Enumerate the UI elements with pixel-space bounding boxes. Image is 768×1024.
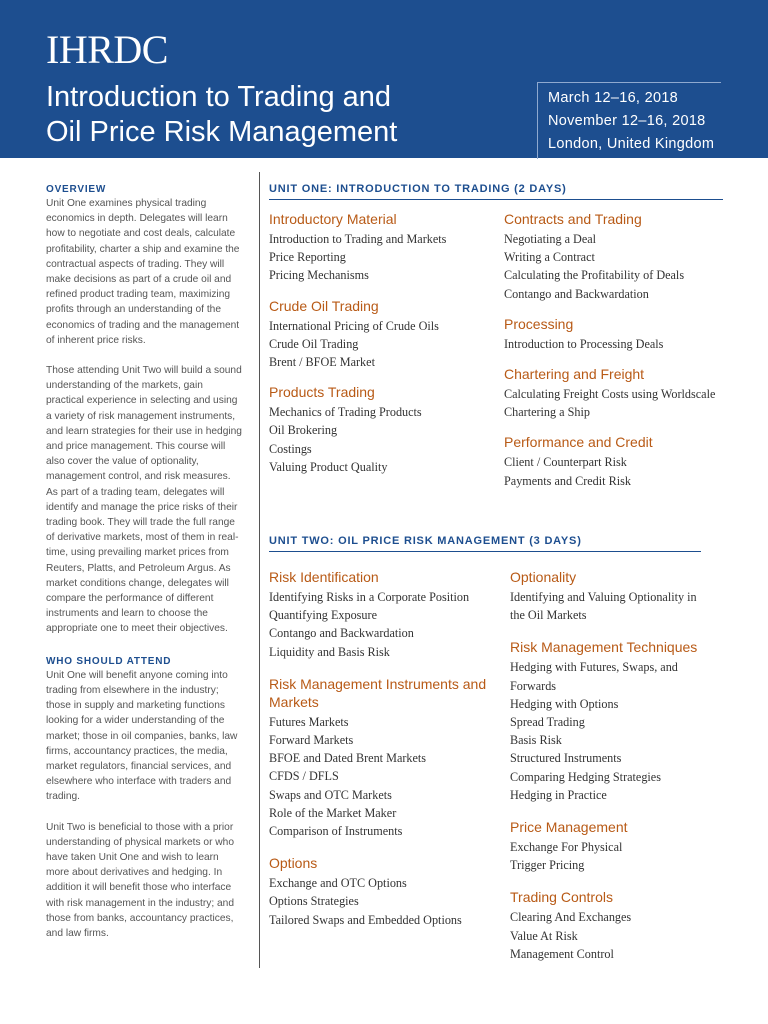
topic-item: Exchange For Physical: [510, 840, 623, 855]
title-line-1: Introduction to Trading and: [46, 81, 392, 113]
section-title: Risk Identification: [269, 569, 379, 585]
topic-item: Hedging in Practice: [510, 787, 607, 802]
section-title: Performance and Credit: [504, 434, 653, 451]
topic-item: Oil Brokering: [269, 423, 338, 438]
date-2: November 12–16, 2018: [548, 113, 706, 129]
topic-item: Structured Instruments: [510, 751, 622, 766]
course-section: [269, 675, 499, 840]
section-title: Risk Management Instruments and Markets: [269, 675, 487, 710]
location: London, United Kingdom: [548, 136, 715, 152]
topic-item: Comparing Hedging Strategies: [510, 769, 661, 784]
topic-item: Crude Oil Trading: [269, 336, 359, 351]
topic-item: Comparison of Instruments: [269, 824, 403, 839]
topic-item: Management Control: [510, 946, 614, 961]
topic-item: Calculating the Profitability of Deals: [504, 268, 685, 283]
topic-item: Identifying Risks in a Corporate Position: [269, 590, 470, 604]
section-title: Chartering and Freight: [504, 366, 645, 383]
course-section: [269, 854, 499, 929]
unit-two-right-column: [510, 568, 700, 977]
section-title: Products Trading: [269, 384, 375, 401]
unit-one-left-column: [269, 210, 499, 488]
topic-item: Calculating Freight Costs using Worldscale: [504, 387, 716, 402]
topic-item: Contango and Backwardation: [269, 626, 414, 641]
dates-divider: [537, 83, 538, 159]
section-title: Options: [269, 855, 318, 872]
overview-paragraph-1: Unit One examines physical trading economics in depth. Delegates will learn how to negotiate and cost deals, calculate profitability, charter a ship and examine the contractual aspects of trading. They will make decisions as part of a crude oil and refined product trading team, maximizing profits through an understanding of the economics of trading and the management of inherent price risks.: [46, 198, 240, 346]
course-section: [269, 568, 499, 661]
topic-item: Contango and Backwardation: [504, 286, 649, 301]
unit-one-heading: UNIT ONE: INTRODUCTION TO TRADING (2 DAYS): [269, 183, 723, 200]
course-section: [269, 297, 499, 372]
topic-item: Clearing And Exchanges: [510, 910, 632, 925]
section-title: Price Management: [510, 819, 628, 836]
topic-item: Chartering a Ship: [504, 405, 590, 420]
course-section: [269, 210, 499, 285]
topic-item: Mechanics of Trading Products: [269, 405, 422, 420]
topic-item: Introduction to Processing Deals: [504, 336, 664, 351]
date-1: March 12–16, 2018: [548, 90, 679, 106]
topic-item: Price Reporting: [269, 250, 346, 265]
topic-item: BFOE and Dated Brent Markets: [269, 751, 427, 766]
course-section: [504, 433, 734, 489]
topic-item: Trigger Pricing: [510, 858, 585, 873]
topic-item: Hedging with Futures, Swaps, and Forwards: [510, 660, 678, 693]
page-title: [46, 80, 397, 150]
topic-item: Spread Trading: [510, 715, 585, 730]
topic-item: Basis Risk: [510, 733, 562, 748]
course-section: [269, 383, 499, 476]
topic-item: Valuing Product Quality: [269, 459, 388, 474]
unit-two-heading: UNIT TWO: OIL PRICE RISK MANAGEMENT (3 DAYS): [269, 535, 701, 552]
section-title: Risk Management Techniques: [510, 639, 698, 656]
section-title: Introductory Material: [269, 211, 397, 227]
title-line-2: Oil Price Risk Management: [46, 116, 398, 148]
section-title: Processing: [504, 315, 574, 332]
topic-item: Hedging with Options: [510, 696, 619, 711]
topic-item: Options Strategies: [269, 894, 359, 909]
course-section: [504, 365, 734, 421]
topic-item: Pricing Mechanisms: [269, 268, 369, 283]
topic-item: Brent / BFOE Market: [269, 355, 375, 370]
topic-item: Value At Risk: [510, 928, 578, 943]
logo: IHRDC: [46, 27, 168, 72]
topic-item: Forward Markets: [269, 733, 354, 748]
header-banner: [0, 0, 768, 158]
column-divider: [259, 172, 260, 968]
course-section: [510, 568, 700, 624]
topic-item: Liquidity and Basis Risk: [269, 644, 390, 659]
topic-item: Swaps and OTC Markets: [269, 787, 392, 802]
topic-item: Writing a Contract: [504, 250, 595, 265]
course-section: [510, 818, 700, 874]
unit-one-right-column: [504, 210, 734, 502]
section-title: Optionality: [510, 569, 577, 585]
topic-item: Identifying and Valuing Optionality in the Oil Markets: [510, 590, 697, 623]
sidebar: [46, 184, 242, 956]
course-section: [510, 638, 700, 804]
course-section: [504, 210, 734, 303]
course-dates: [537, 82, 721, 156]
section-title: Trading Controls: [510, 889, 613, 906]
topic-item: Client / Counterpart Risk: [504, 455, 627, 470]
topic-item: CFDS / DFLS: [269, 769, 339, 784]
topic-item: Costings: [269, 441, 312, 456]
topic-item: Negotiating a Deal: [504, 232, 597, 246]
unit-two-left-column: [269, 568, 499, 943]
attend-paragraph-1: Unit One will benefit anyone coming into trading from elsewhere in the industry; those in supply and marketing functions looking for a wider understanding of the market; those in oil companies, banks, law firms, accountancy practices, the media, market regulators, financial services, and elsewhere who interface with traders and trading.: [46, 669, 238, 803]
section-title: Crude Oil Trading: [269, 297, 379, 314]
overview-paragraph-2: Those attending Unit Two will build a sound understanding of the markets, gain practical experience in selecting and using a variety of risk management instruments, and learn strategies for their use in hedging and price management. This course will also cover the value of optionality, management control, and risk measures. As part of a trading team, delegates will identify and manage the price risks of their trading book. They will trade the full range of derivative markets, most of them in real-time, using prevailing market prices from Reuters, Platts, and Petroleum Argus. As market conditions change, delegates will compare the performance of different instruments and learn to choose the appropriate one to meet their objectives.: [46, 365, 242, 635]
attend-heading: WHO SHOULD ATTEND: [46, 655, 172, 667]
topic-item: Quantifying Exposure: [269, 608, 377, 623]
topic-item: Role of the Market Maker: [269, 805, 397, 820]
overview-heading: OVERVIEW: [46, 184, 107, 195]
course-section: [510, 888, 700, 963]
topic-item: Exchange and OTC Options: [269, 876, 407, 891]
topic-item: Payments and Credit Risk: [504, 473, 631, 488]
attend-paragraph-2: Unit Two is beneficial to those with a prior understanding of physical markets or who have taken Unit One and wish to learn more about derivatives and hedging. In addition it will benefit those who interface with risk management in the industry; and those from banks, accountancy practices, and law firms.: [46, 821, 235, 939]
section-title: Contracts and Trading: [504, 211, 642, 227]
topic-item: Futures Markets: [269, 714, 349, 729]
course-section: [504, 315, 734, 353]
topic-item: Introduction to Trading and Markets: [269, 232, 447, 246]
topic-item: International Pricing of Crude Oils: [269, 318, 439, 333]
topic-item: Tailored Swaps and Embedded Options: [269, 912, 462, 927]
